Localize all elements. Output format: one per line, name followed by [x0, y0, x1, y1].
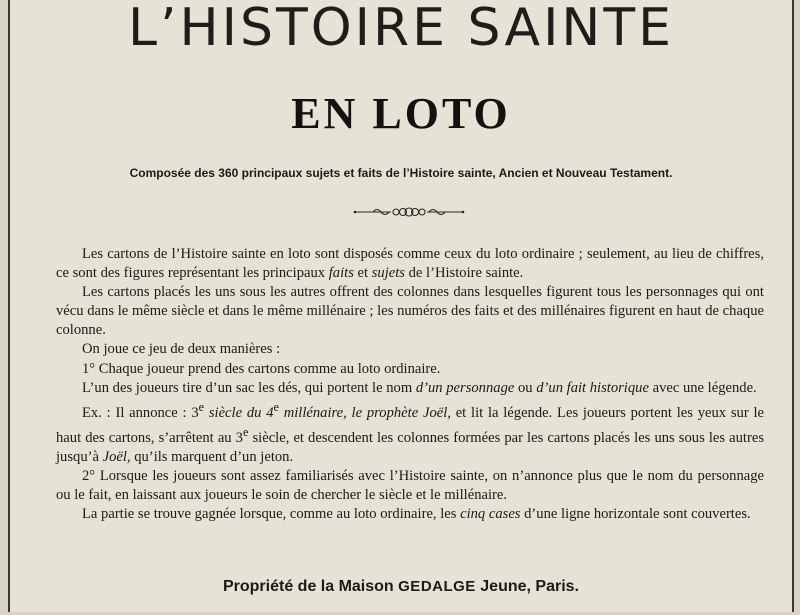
- composition-line: Composée des 360 principaux sujets et faits de l’Histoire sainte, Ancien et Nouveau Testament.: [129, 166, 673, 180]
- paragraph-5: L’un des joueurs tire d’un sac les dés, qui portent le nom d’un personnage ou d’un fait historique avec une légende.: [82, 379, 757, 396]
- publisher-line: Propriété de la Maison GEDALGE Jeune, Paris.: [222, 578, 579, 595]
- paragraph-3: On joue ce jeu de deux manières :: [82, 341, 281, 358]
- paragraph-4: 1° Chaque joueur prend des cartons comme au loto ordinaire.: [82, 360, 441, 377]
- subtitle: EN LOTO: [291, 89, 511, 138]
- scroll-ornament-icon: [353, 205, 465, 219]
- paragraph-6: Ex. : Il annonce : 3e siècle du 4e millénaire, le prophète Joël, et lit la légende. Les joueurs portent les yeux sur le haut des cartons, s’arrêtent au 3e siècle, et descendent les colonnes formées par les cartons placés les uns sous les autres jusqu’à Joël, qu’ils marquent d’un jeton.: [56, 399, 765, 465]
- title: L’HISTOIRE SAINTE: [128, 0, 674, 58]
- paragraph-2: Les cartons placés les uns sous les autres offrent des colonnes dans lesquelles figurent tous les personnages qui ont vécu dans le même siècle et dans le même millénaire ; les numéros des faits et des millénaires figurent en haut de chaque colonne.: [56, 284, 764, 339]
- paragraph-7: 2° Lorsque les joueurs sont assez familiarisés avec l’Histoire sainte, on n’annonce plus que le nom du personnage ou le fait, en laissant aux joueurs le soin de chercher le siècle et le millénaire.: [56, 467, 764, 503]
- paragraph-1: Les cartons de l’Histoire sainte en loto sont disposés comme ceux du loto ordinaire ; seulement, au lieu de chiffres, ce sont des figures représentant les principaux faits et sujets de l’Histoire sainte.: [56, 246, 764, 282]
- paragraph-8: La partie se trouve gagnée lorsque, comme au loto ordinaire, les cinq cases d’une ligne horizontale sont couvertes.: [82, 505, 751, 522]
- document-sheet: [8, 0, 794, 612]
- body-text: [56, 245, 764, 524]
